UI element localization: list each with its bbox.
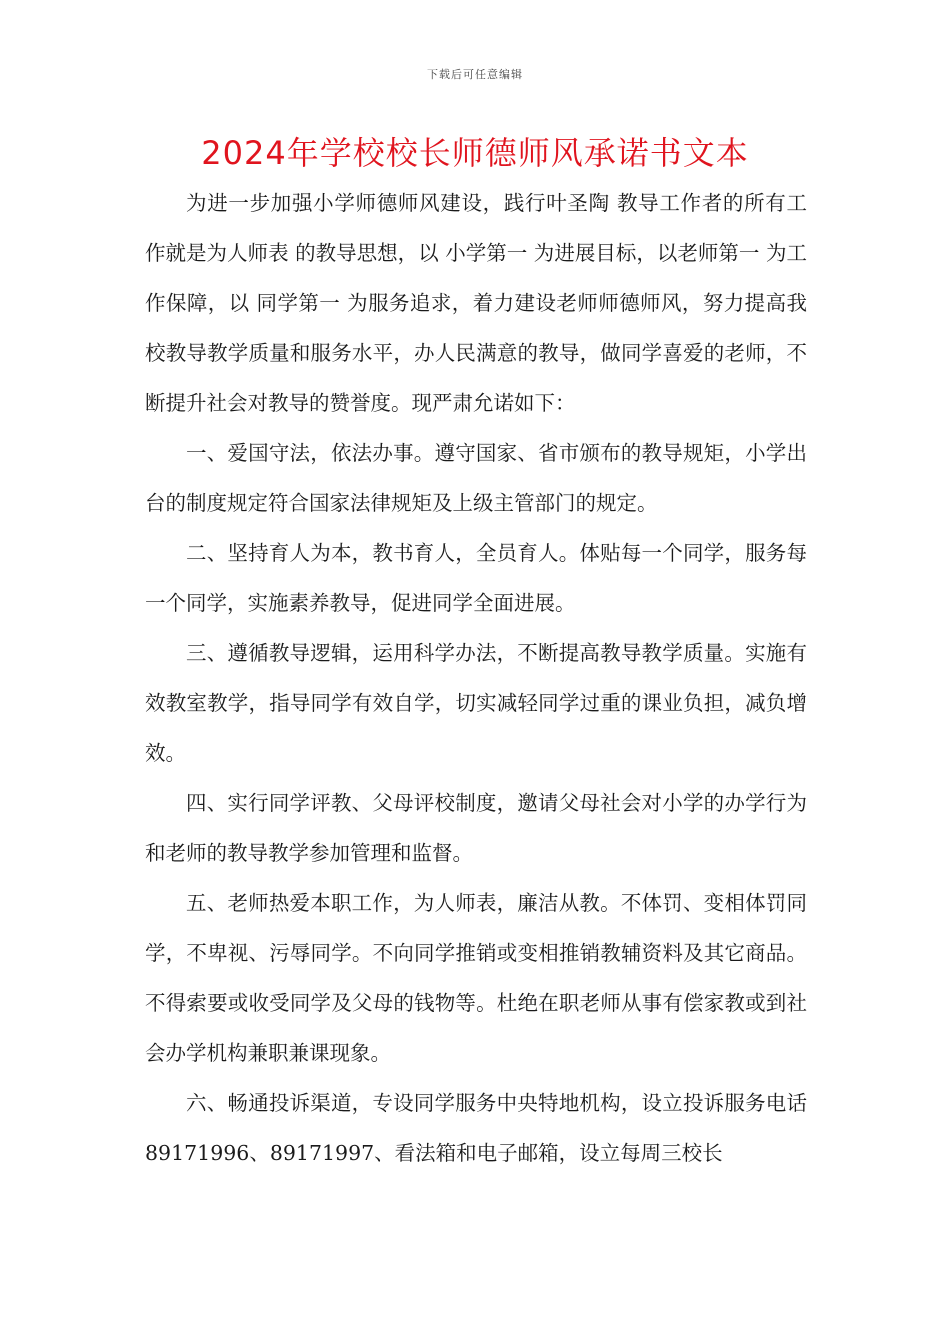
paragraph-item-3: 三、遵循教导逻辑，运用科学办法，不断提高教导教学质量。实施有效教室教学，指导同学有效自学，切实减轻同学过重的课业负担，减负增效。	[145, 641, 807, 765]
paragraph-item-1: 一、爱国守法，依法办事。遵守国家、省市颁布的教导规矩，小学出台的制度规定符合国家法律规矩及上级主管部门的规定。	[145, 441, 807, 515]
paragraph-intro: 为进一步加强小学师德师风建设，践行叶圣陶 教导工作者的所有工作就是为人师表 的教导思想，以 小学第一 为进展目标，以老师第一 为工作保障，以 同学第一 为服务追求，着力建设老师师德师风，努力提高我校教导教学质量和服务水平，办人民满意的教导，做同学喜爱的老师，不断提升社会对教导的赞誉度。现严肃允诺如下：	[145, 191, 807, 415]
paragraph-item-2: 二、坚持育人为本，教书育人，全员育人。体贴每一个同学，服务每一个同学，实施素养教导，促进同学全面进展。	[145, 541, 807, 615]
header-note: 下载后可任意编辑	[427, 68, 523, 81]
paragraph-item-5: 五、老师热爱本职工作，为人师表，廉洁从教。不体罚、变相体罚同学，不卑视、污辱同学。不向同学推销或变相推销教辅资料及其它商品。不得索要或收受同学及父母的钱物等。杜绝在职老师从事有偿家教或到社会办学机构兼职兼课现象。	[145, 891, 807, 1065]
paragraph-item-4: 四、实行同学评教、父母评校制度，邀请父母社会对小学的办学行为和老师的教导教学参加管理和监督。	[145, 791, 807, 865]
document-body	[145, 178, 807, 1178]
paragraph-item-6: 六、畅通投诉渠道，专设同学服务中央特地机构，设立投诉服务电话 89171996、89171997、看法箱和电子邮箱，设立每周三校长	[145, 1091, 807, 1165]
document-title: 2024年学校校长师德师风承诺书文本	[201, 134, 749, 172]
